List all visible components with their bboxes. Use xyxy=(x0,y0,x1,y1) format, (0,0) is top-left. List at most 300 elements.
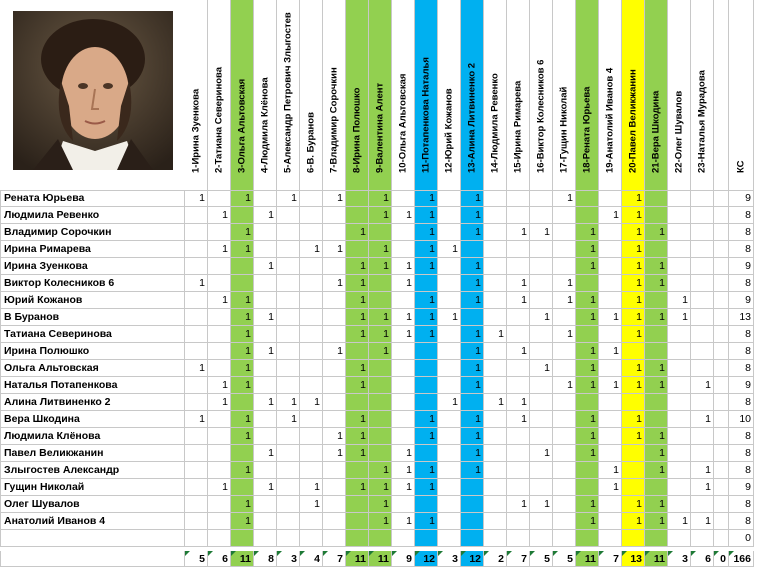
mark-cell[interactable] xyxy=(530,394,553,411)
mark-cell[interactable]: 1 xyxy=(392,445,415,462)
mark-cell[interactable]: 1 xyxy=(346,428,369,445)
mark-cell[interactable] xyxy=(392,360,415,377)
ks-cell[interactable]: 9 xyxy=(729,377,754,394)
mark-cell[interactable] xyxy=(323,224,346,241)
row-name-cell[interactable]: Виктор Колесников 6 xyxy=(0,275,185,292)
mark-cell[interactable] xyxy=(415,530,438,547)
mark-cell[interactable] xyxy=(668,394,691,411)
mark-cell[interactable]: 1 xyxy=(415,224,438,241)
mark-cell[interactable] xyxy=(300,428,323,445)
mark-cell[interactable]: 1 xyxy=(369,326,392,343)
mark-cell[interactable] xyxy=(599,428,622,445)
mark-cell[interactable] xyxy=(369,411,392,428)
mark-cell[interactable]: 1 xyxy=(691,377,714,394)
mark-cell[interactable] xyxy=(208,496,231,513)
mark-cell[interactable] xyxy=(369,530,392,547)
mark-cell[interactable] xyxy=(714,479,729,496)
mark-cell[interactable]: 1 xyxy=(392,513,415,530)
column-header[interactable] xyxy=(300,0,323,190)
mark-cell[interactable] xyxy=(369,360,392,377)
mark-cell[interactable] xyxy=(208,224,231,241)
mark-cell[interactable] xyxy=(553,530,576,547)
ks-cell[interactable]: 8 xyxy=(729,462,754,479)
mark-cell[interactable] xyxy=(415,275,438,292)
mark-cell[interactable] xyxy=(507,326,530,343)
mark-cell[interactable]: 1 xyxy=(576,224,599,241)
mark-cell[interactable]: 1 xyxy=(277,190,300,207)
mark-cell[interactable]: 1 xyxy=(185,411,208,428)
mark-cell[interactable] xyxy=(599,190,622,207)
mark-cell[interactable] xyxy=(530,275,553,292)
column-header[interactable] xyxy=(622,0,645,190)
mark-cell[interactable] xyxy=(346,530,369,547)
mark-cell[interactable] xyxy=(507,462,530,479)
total-cell[interactable]: 7 xyxy=(599,551,622,567)
mark-cell[interactable]: 1 xyxy=(461,445,484,462)
mark-cell[interactable] xyxy=(714,394,729,411)
mark-cell[interactable] xyxy=(484,411,507,428)
mark-cell[interactable]: 1 xyxy=(208,292,231,309)
ks-cell[interactable]: 8 xyxy=(729,360,754,377)
ks-cell[interactable]: 8 xyxy=(729,445,754,462)
mark-cell[interactable] xyxy=(691,224,714,241)
mark-cell[interactable]: 1 xyxy=(323,445,346,462)
mark-cell[interactable] xyxy=(507,190,530,207)
total-cell[interactable]: 8 xyxy=(254,551,277,567)
mark-cell[interactable] xyxy=(185,428,208,445)
mark-cell[interactable]: 1 xyxy=(323,190,346,207)
mark-cell[interactable] xyxy=(277,326,300,343)
mark-cell[interactable]: 1 xyxy=(622,207,645,224)
mark-cell[interactable] xyxy=(369,292,392,309)
mark-cell[interactable] xyxy=(553,479,576,496)
mark-cell[interactable] xyxy=(208,445,231,462)
mark-cell[interactable] xyxy=(507,445,530,462)
mark-cell[interactable] xyxy=(484,462,507,479)
mark-cell[interactable]: 1 xyxy=(415,428,438,445)
mark-cell[interactable]: 1 xyxy=(231,360,254,377)
row-name-cell[interactable]: Злыгостев Александр xyxy=(0,462,185,479)
row-name-cell[interactable]: Рената Юрьева xyxy=(0,190,185,207)
mark-cell[interactable]: 1 xyxy=(461,258,484,275)
mark-cell[interactable] xyxy=(645,343,668,360)
mark-cell[interactable] xyxy=(668,275,691,292)
mark-cell[interactable]: 1 xyxy=(599,377,622,394)
mark-cell[interactable]: 1 xyxy=(461,377,484,394)
mark-cell[interactable]: 1 xyxy=(691,462,714,479)
mark-cell[interactable] xyxy=(438,258,461,275)
mark-cell[interactable] xyxy=(530,462,553,479)
row-name-cell[interactable]: Павел Великжанин xyxy=(0,445,185,462)
mark-cell[interactable]: 1 xyxy=(645,309,668,326)
mark-cell[interactable] xyxy=(714,428,729,445)
mark-cell[interactable] xyxy=(530,411,553,428)
mark-cell[interactable]: 1 xyxy=(645,428,668,445)
mark-cell[interactable] xyxy=(231,207,254,224)
mark-cell[interactable] xyxy=(530,343,553,360)
mark-cell[interactable] xyxy=(668,496,691,513)
mark-cell[interactable]: 1 xyxy=(300,479,323,496)
mark-cell[interactable] xyxy=(208,258,231,275)
mark-cell[interactable] xyxy=(300,411,323,428)
mark-cell[interactable] xyxy=(323,496,346,513)
mark-cell[interactable] xyxy=(300,309,323,326)
mark-cell[interactable] xyxy=(300,377,323,394)
mark-cell[interactable] xyxy=(277,309,300,326)
mark-cell[interactable] xyxy=(415,394,438,411)
mark-cell[interactable] xyxy=(553,428,576,445)
mark-cell[interactable] xyxy=(553,411,576,428)
mark-cell[interactable] xyxy=(300,258,323,275)
total-cell[interactable]: 7 xyxy=(507,551,530,567)
mark-cell[interactable]: 1 xyxy=(645,445,668,462)
mark-cell[interactable] xyxy=(553,394,576,411)
ks-cell[interactable]: 8 xyxy=(729,241,754,258)
total-cell[interactable]: 3 xyxy=(668,551,691,567)
mark-cell[interactable] xyxy=(484,241,507,258)
column-header[interactable] xyxy=(691,0,714,190)
mark-cell[interactable]: 1 xyxy=(369,513,392,530)
mark-cell[interactable] xyxy=(323,462,346,479)
mark-cell[interactable] xyxy=(392,496,415,513)
mark-cell[interactable] xyxy=(300,513,323,530)
mark-cell[interactable]: 1 xyxy=(530,224,553,241)
mark-cell[interactable] xyxy=(461,530,484,547)
mark-cell[interactable] xyxy=(668,190,691,207)
mark-cell[interactable]: 1 xyxy=(185,190,208,207)
mark-cell[interactable] xyxy=(645,479,668,496)
mark-cell[interactable]: 1 xyxy=(461,275,484,292)
mark-cell[interactable] xyxy=(300,275,323,292)
mark-cell[interactable]: 1 xyxy=(208,377,231,394)
row-name-cell[interactable]: Алина Литвиненко 2 xyxy=(0,394,185,411)
mark-cell[interactable]: 1 xyxy=(530,496,553,513)
mark-cell[interactable] xyxy=(208,360,231,377)
mark-cell[interactable]: 1 xyxy=(231,326,254,343)
mark-cell[interactable] xyxy=(323,309,346,326)
row-name-cell[interactable]: Людмила Ревенко xyxy=(0,207,185,224)
column-header[interactable] xyxy=(599,0,622,190)
mark-cell[interactable] xyxy=(208,343,231,360)
mark-cell[interactable]: 1 xyxy=(645,513,668,530)
mark-cell[interactable]: 1 xyxy=(622,496,645,513)
mark-cell[interactable] xyxy=(668,479,691,496)
mark-cell[interactable] xyxy=(461,513,484,530)
mark-cell[interactable] xyxy=(185,207,208,224)
mark-cell[interactable] xyxy=(507,207,530,224)
column-header[interactable] xyxy=(369,0,392,190)
row-name-cell[interactable]: Ольга Альтовская xyxy=(0,360,185,377)
mark-cell[interactable]: 1 xyxy=(622,258,645,275)
mark-cell[interactable]: 1 xyxy=(231,377,254,394)
mark-cell[interactable] xyxy=(254,224,277,241)
mark-cell[interactable] xyxy=(346,241,369,258)
mark-cell[interactable] xyxy=(714,343,729,360)
mark-cell[interactable]: 1 xyxy=(369,258,392,275)
mark-cell[interactable] xyxy=(231,258,254,275)
mark-cell[interactable]: 1 xyxy=(530,360,553,377)
mark-cell[interactable]: 1 xyxy=(392,309,415,326)
mark-cell[interactable] xyxy=(691,360,714,377)
mark-cell[interactable] xyxy=(622,343,645,360)
column-header[interactable] xyxy=(484,0,507,190)
column-header[interactable] xyxy=(714,0,729,190)
mark-cell[interactable] xyxy=(346,513,369,530)
mark-cell[interactable] xyxy=(714,496,729,513)
mark-cell[interactable] xyxy=(392,241,415,258)
mark-cell[interactable]: 1 xyxy=(507,496,530,513)
mark-cell[interactable]: 1 xyxy=(323,343,346,360)
mark-cell[interactable] xyxy=(714,309,729,326)
mark-cell[interactable]: 1 xyxy=(576,377,599,394)
mark-cell[interactable]: 1 xyxy=(254,309,277,326)
mark-cell[interactable]: 1 xyxy=(346,224,369,241)
mark-cell[interactable] xyxy=(415,343,438,360)
mark-cell[interactable] xyxy=(691,530,714,547)
mark-cell[interactable] xyxy=(530,326,553,343)
column-header[interactable] xyxy=(185,0,208,190)
mark-cell[interactable] xyxy=(599,496,622,513)
mark-cell[interactable]: 1 xyxy=(461,411,484,428)
column-header[interactable] xyxy=(530,0,553,190)
mark-cell[interactable] xyxy=(668,428,691,445)
mark-cell[interactable] xyxy=(254,411,277,428)
mark-cell[interactable] xyxy=(530,258,553,275)
mark-cell[interactable] xyxy=(438,360,461,377)
mark-cell[interactable] xyxy=(622,394,645,411)
mark-cell[interactable] xyxy=(599,445,622,462)
mark-cell[interactable]: 1 xyxy=(392,479,415,496)
total-cell[interactable]: 0 xyxy=(714,551,729,567)
mark-cell[interactable] xyxy=(484,258,507,275)
mark-cell[interactable] xyxy=(254,360,277,377)
mark-cell[interactable] xyxy=(254,190,277,207)
mark-cell[interactable]: 1 xyxy=(576,258,599,275)
mark-cell[interactable] xyxy=(438,343,461,360)
mark-cell[interactable] xyxy=(622,462,645,479)
mark-cell[interactable]: 1 xyxy=(208,207,231,224)
mark-cell[interactable] xyxy=(392,292,415,309)
mark-cell[interactable] xyxy=(185,224,208,241)
mark-cell[interactable] xyxy=(323,513,346,530)
row-name-cell[interactable]: Ирина Полюшко xyxy=(0,343,185,360)
row-name-cell[interactable]: Анатолий Иванов 4 xyxy=(0,513,185,530)
ks-cell[interactable]: 8 xyxy=(729,394,754,411)
mark-cell[interactable]: 1 xyxy=(346,258,369,275)
mark-cell[interactable] xyxy=(323,207,346,224)
mark-cell[interactable] xyxy=(668,411,691,428)
mark-cell[interactable] xyxy=(369,377,392,394)
mark-cell[interactable] xyxy=(415,445,438,462)
mark-cell[interactable] xyxy=(231,445,254,462)
ks-cell[interactable]: 9 xyxy=(729,190,754,207)
total-cell[interactable]: 166 xyxy=(729,551,754,567)
column-header[interactable] xyxy=(208,0,231,190)
mark-cell[interactable] xyxy=(553,309,576,326)
mark-cell[interactable]: 1 xyxy=(369,241,392,258)
mark-cell[interactable] xyxy=(530,513,553,530)
mark-cell[interactable] xyxy=(254,377,277,394)
column-header[interactable] xyxy=(729,0,754,190)
column-header[interactable] xyxy=(277,0,300,190)
mark-cell[interactable] xyxy=(576,462,599,479)
mark-cell[interactable] xyxy=(231,275,254,292)
mark-cell[interactable]: 1 xyxy=(208,394,231,411)
mark-cell[interactable]: 1 xyxy=(553,292,576,309)
mark-cell[interactable]: 1 xyxy=(415,241,438,258)
mark-cell[interactable] xyxy=(507,530,530,547)
mark-cell[interactable]: 1 xyxy=(231,190,254,207)
mark-cell[interactable] xyxy=(530,292,553,309)
mark-cell[interactable] xyxy=(438,275,461,292)
ks-cell[interactable]: 8 xyxy=(729,496,754,513)
mark-cell[interactable]: 1 xyxy=(530,445,553,462)
mark-cell[interactable]: 1 xyxy=(369,207,392,224)
column-header[interactable] xyxy=(323,0,346,190)
ks-cell[interactable]: 8 xyxy=(729,224,754,241)
mark-cell[interactable] xyxy=(438,190,461,207)
total-cell[interactable]: 7 xyxy=(323,551,346,567)
row-name-cell[interactable]: Ирина Зуенкова xyxy=(0,258,185,275)
total-cell[interactable]: 5 xyxy=(185,551,208,567)
mark-cell[interactable] xyxy=(553,496,576,513)
mark-cell[interactable] xyxy=(645,411,668,428)
mark-cell[interactable]: 1 xyxy=(622,292,645,309)
mark-cell[interactable] xyxy=(438,326,461,343)
mark-cell[interactable] xyxy=(691,241,714,258)
mark-cell[interactable]: 1 xyxy=(346,377,369,394)
mark-cell[interactable] xyxy=(484,479,507,496)
mark-cell[interactable]: 1 xyxy=(691,479,714,496)
mark-cell[interactable]: 1 xyxy=(231,462,254,479)
mark-cell[interactable]: 1 xyxy=(576,309,599,326)
mark-cell[interactable]: 1 xyxy=(599,479,622,496)
mark-cell[interactable]: 1 xyxy=(622,326,645,343)
mark-cell[interactable] xyxy=(185,377,208,394)
mark-cell[interactable] xyxy=(300,292,323,309)
mark-cell[interactable]: 1 xyxy=(254,394,277,411)
row-name-cell[interactable]: Гущин Николай xyxy=(0,479,185,496)
mark-cell[interactable] xyxy=(507,377,530,394)
mark-cell[interactable]: 1 xyxy=(622,411,645,428)
mark-cell[interactable] xyxy=(277,377,300,394)
mark-cell[interactable]: 1 xyxy=(415,207,438,224)
mark-cell[interactable] xyxy=(208,190,231,207)
row-name-cell[interactable]: Владимир Сорочкин xyxy=(0,224,185,241)
mark-cell[interactable]: 1 xyxy=(346,326,369,343)
column-header[interactable] xyxy=(346,0,369,190)
mark-cell[interactable]: 1 xyxy=(461,190,484,207)
mark-cell[interactable]: 1 xyxy=(645,360,668,377)
total-cell[interactable]: 11 xyxy=(346,551,369,567)
total-cell[interactable]: 9 xyxy=(392,551,415,567)
column-header[interactable] xyxy=(553,0,576,190)
mark-cell[interactable] xyxy=(530,530,553,547)
mark-cell[interactable]: 1 xyxy=(645,258,668,275)
total-cell[interactable]: 6 xyxy=(208,551,231,567)
column-header[interactable] xyxy=(507,0,530,190)
mark-cell[interactable] xyxy=(277,462,300,479)
mark-cell[interactable] xyxy=(254,496,277,513)
mark-cell[interactable] xyxy=(530,207,553,224)
mark-cell[interactable] xyxy=(507,241,530,258)
mark-cell[interactable] xyxy=(691,258,714,275)
total-cell[interactable]: 4 xyxy=(300,551,323,567)
column-header[interactable] xyxy=(231,0,254,190)
mark-cell[interactable] xyxy=(553,241,576,258)
mark-cell[interactable] xyxy=(576,326,599,343)
mark-cell[interactable]: 1 xyxy=(185,275,208,292)
mark-cell[interactable] xyxy=(300,343,323,360)
total-cell[interactable]: 3 xyxy=(277,551,300,567)
mark-cell[interactable] xyxy=(576,275,599,292)
mark-cell[interactable] xyxy=(277,207,300,224)
mark-cell[interactable] xyxy=(185,530,208,547)
mark-cell[interactable] xyxy=(599,224,622,241)
mark-cell[interactable]: 1 xyxy=(254,207,277,224)
mark-cell[interactable] xyxy=(484,360,507,377)
mark-cell[interactable] xyxy=(553,360,576,377)
mark-cell[interactable]: 1 xyxy=(346,445,369,462)
mark-cell[interactable] xyxy=(208,462,231,479)
mark-cell[interactable]: 1 xyxy=(369,496,392,513)
mark-cell[interactable] xyxy=(185,445,208,462)
mark-cell[interactable] xyxy=(438,479,461,496)
mark-cell[interactable] xyxy=(691,309,714,326)
mark-cell[interactable]: 1 xyxy=(576,241,599,258)
mark-cell[interactable]: 1 xyxy=(461,224,484,241)
mark-cell[interactable] xyxy=(323,411,346,428)
mark-cell[interactable]: 1 xyxy=(645,496,668,513)
mark-cell[interactable] xyxy=(438,496,461,513)
mark-cell[interactable] xyxy=(185,479,208,496)
mark-cell[interactable] xyxy=(208,411,231,428)
mark-cell[interactable]: 1 xyxy=(231,241,254,258)
mark-cell[interactable]: 1 xyxy=(576,428,599,445)
mark-cell[interactable] xyxy=(691,394,714,411)
mark-cell[interactable] xyxy=(484,428,507,445)
mark-cell[interactable]: 1 xyxy=(553,275,576,292)
mark-cell[interactable]: 1 xyxy=(254,479,277,496)
mark-cell[interactable] xyxy=(346,496,369,513)
mark-cell[interactable] xyxy=(645,241,668,258)
mark-cell[interactable]: 1 xyxy=(576,513,599,530)
mark-cell[interactable] xyxy=(438,513,461,530)
mark-cell[interactable]: 1 xyxy=(300,241,323,258)
mark-cell[interactable] xyxy=(185,394,208,411)
ks-cell[interactable]: 8 xyxy=(729,343,754,360)
ks-cell[interactable]: 9 xyxy=(729,258,754,275)
mark-cell[interactable] xyxy=(691,275,714,292)
total-cell[interactable]: 13 xyxy=(622,551,645,567)
mark-cell[interactable] xyxy=(277,224,300,241)
mark-cell[interactable]: 1 xyxy=(507,292,530,309)
mark-cell[interactable]: 1 xyxy=(622,360,645,377)
mark-cell[interactable] xyxy=(484,513,507,530)
mark-cell[interactable] xyxy=(185,258,208,275)
row-name-cell[interactable]: В Буранов xyxy=(0,309,185,326)
mark-cell[interactable] xyxy=(576,530,599,547)
mark-cell[interactable]: 1 xyxy=(277,411,300,428)
mark-cell[interactable]: 1 xyxy=(369,479,392,496)
mark-cell[interactable]: 1 xyxy=(415,462,438,479)
mark-cell[interactable]: 1 xyxy=(599,462,622,479)
mark-cell[interactable] xyxy=(714,326,729,343)
mark-cell[interactable] xyxy=(714,224,729,241)
mark-cell[interactable]: 1 xyxy=(599,309,622,326)
mark-cell[interactable] xyxy=(323,394,346,411)
mark-cell[interactable] xyxy=(277,343,300,360)
